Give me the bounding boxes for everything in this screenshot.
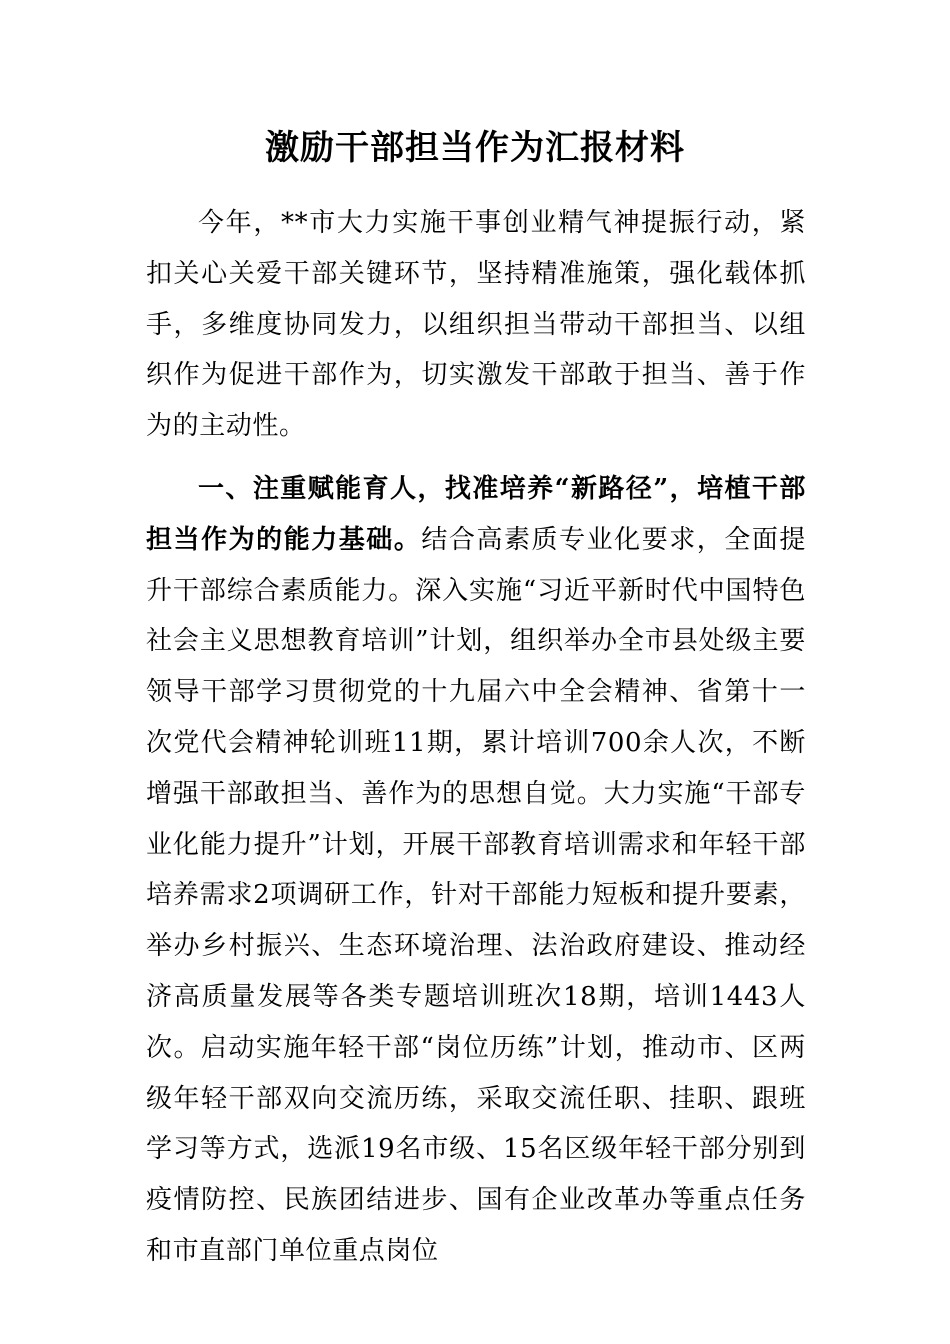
section-one-paragraph bbox=[146, 464, 806, 1277]
intro-paragraph bbox=[146, 198, 806, 452]
intro-paragraph-text: 今年，**市大力实施干事创业精气神提振行动，紧扣关心关爱干部关键环节，坚持精准施策，强化载体抓手，多维度协同发力，以组织担当带动干部担当、以组织作为促进干部作为，切实激发干部敢于担当、善于作为的主动性。 bbox=[146, 208, 806, 442]
document-body bbox=[146, 198, 806, 1277]
section-one-heading: 一、注重赋能育人，找准培养“新路径”，培植干部担当作为的能力基础。 bbox=[146, 473, 806, 555]
section-one-text: 结合高素质专业化要求，全面提升干部综合素质能力。深入实施“习近平新时代中国特色社会主义思想教育培训”计划，组织举办全市县处级主要领导干部学习贯彻党的十九届六中全会精神、省第十一次党代会精神轮训班11期，累计培训700余人次，不断增强干部敢担当、善作为的思想自觉。大力实施“干部专业化能力提升”计划，开展干部教育培训需求和年轻干部培养需求2项调研工作，针对干部能力短板和提升要素，举办乡村振兴、生态环境治理、法治政府建设、推动经济高质量发展等各类专题培训班次18期，培训1443人次。启动实施年轻干部“岗位历练”计划，推动市、区两级年轻干部双向交流历练，采取交流任职、挂职、跟班学习等方式，选派19名市级、15名区级年轻干部分别到疫情防控、民族团结进步、国有企业改革办等重点任务和市直部门单位重点岗位 bbox=[146, 524, 806, 1266]
document-title: 激励干部担当作为汇报材料 bbox=[265, 128, 685, 168]
